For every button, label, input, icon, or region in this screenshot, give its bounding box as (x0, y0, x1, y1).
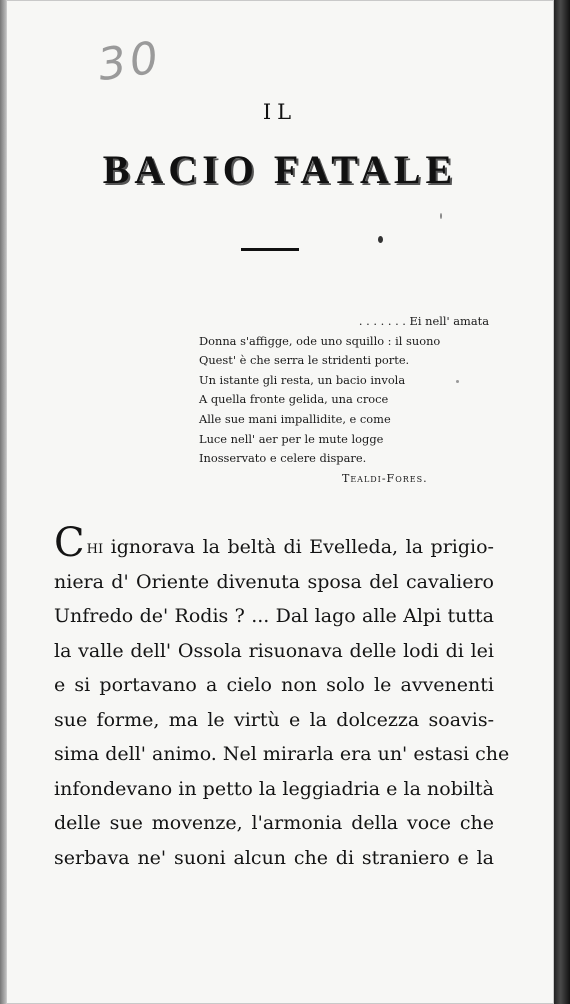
epigraph-line: A quella fronte gelida, una croce (199, 392, 389, 407)
page-right-edge (554, 0, 570, 1004)
body-line: sima dell' animo. Nel mirarla era un' estasi che (54, 743, 510, 765)
epigraph-line: Donna s'affigge, ode uno squillo : il suono (199, 333, 441, 348)
title-article: IL (262, 100, 298, 124)
epigraph-line: . . . . . . . Ei nell' amata (358, 314, 489, 328)
epigraph-line: Luce nell' aer per le mute logge (199, 431, 384, 446)
body-line: infondevano in petto la leggiadria e la nobiltà (54, 777, 494, 800)
epigraph-line: Alle sue mani impallidite, e come (199, 411, 391, 426)
handwritten-page-note: 30 (94, 31, 166, 92)
drop-cap-rest: hi (86, 536, 104, 558)
paper-speck (456, 380, 459, 383)
body-line: Unfredo de' Rodis ? ... Dal lago alle Alpi tutta (54, 605, 494, 627)
epigraph-line: Inosservato e celere dispare. (199, 451, 367, 466)
body-line: la valle dell' Ossola risuonava delle lodi di lei (54, 639, 494, 662)
body-line: niera d' Oriente divenuta sposa del cavaliero (54, 570, 494, 593)
body-line: serbava ne' suoni alcun che di straniero e la (54, 846, 494, 869)
body-line (54, 520, 494, 566)
body-line: e si portavano a cielo non solo le avvenenti (54, 674, 494, 696)
page-title: BACIO FATALE (102, 147, 458, 192)
paper-speck (378, 236, 383, 243)
book-page (6, 0, 554, 1004)
body-line: sue forme, ma le virtù e la dolcezza soavis- (54, 708, 494, 731)
epigraph (199, 312, 489, 469)
drop-cap: C (54, 520, 85, 566)
epigraph-line: Un istante gli resta, un bacio invola (199, 372, 406, 387)
body-line: delle sue movenze, l'armonia della voce che (54, 812, 494, 834)
epigraph-attribution: Tealdi-Fores. (342, 472, 428, 485)
epigraph-line: Quest' è che serra le stridenti porte. (199, 353, 410, 368)
paper-speck (440, 213, 442, 219)
body-paragraph (54, 520, 510, 875)
title-rule (241, 248, 299, 251)
body-line-text: ignorava la beltà di Evelleda, la prigio- (110, 536, 494, 558)
